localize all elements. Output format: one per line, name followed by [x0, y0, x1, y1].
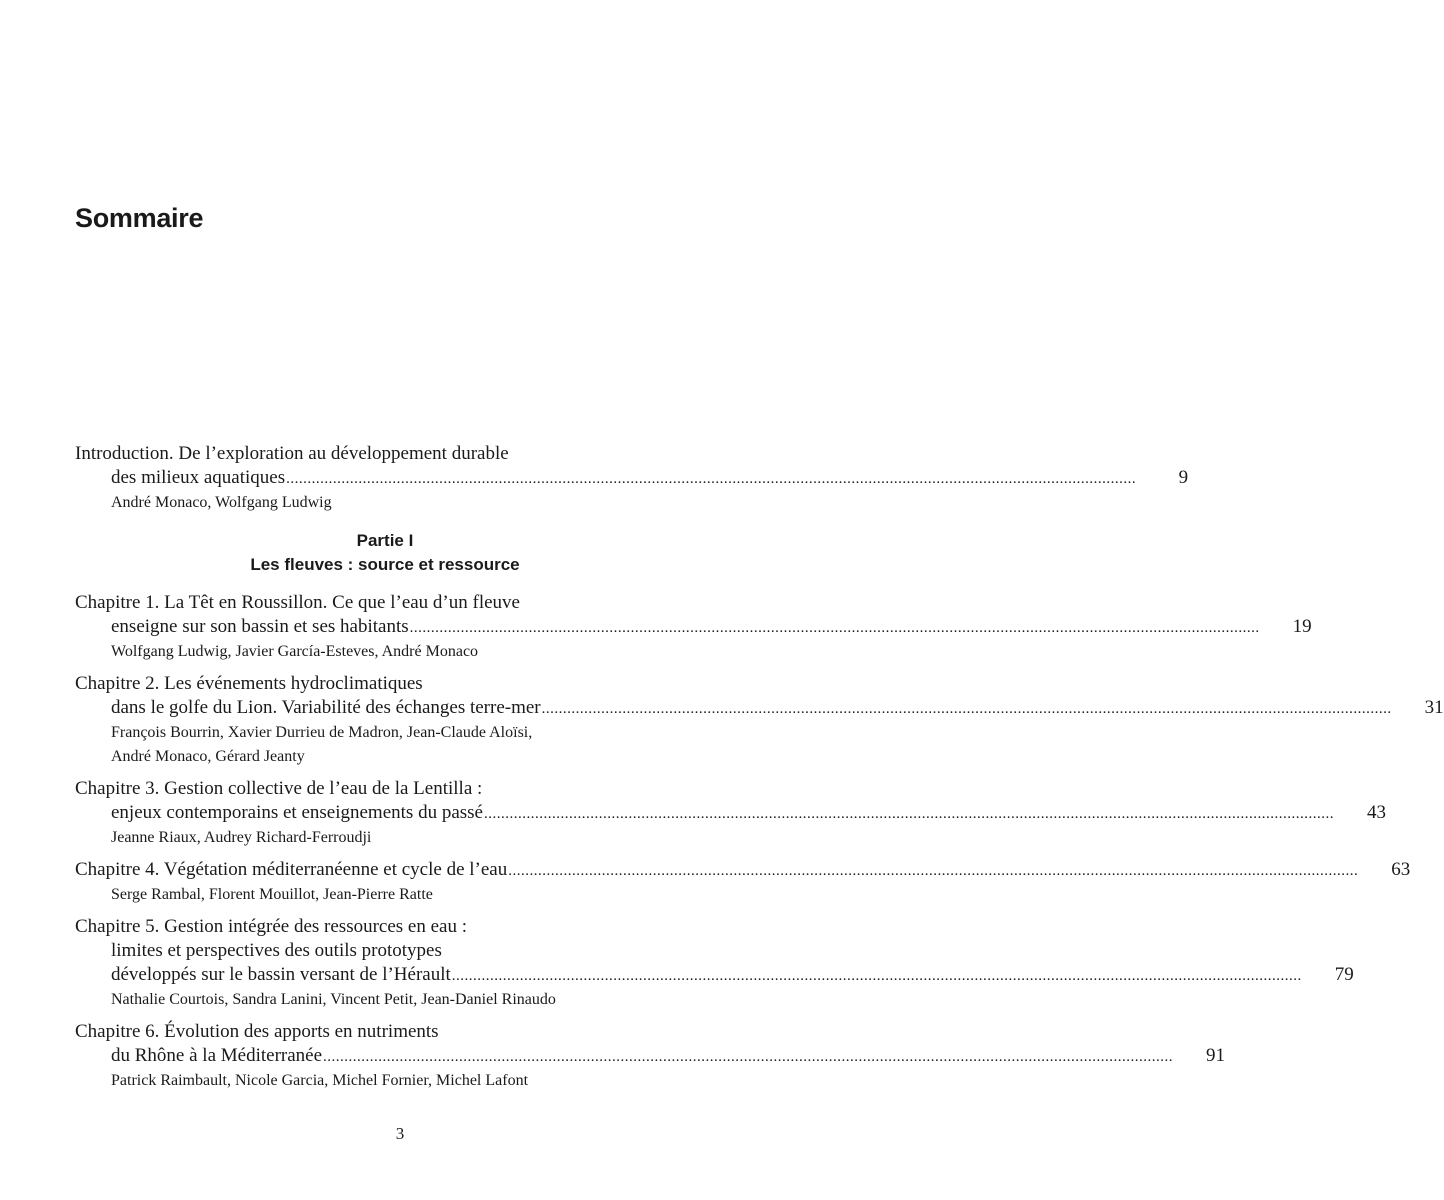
table-of-contents: [75, 442, 1444, 1093]
entry-title-line: limites et perspectives des outils prototypes: [111, 940, 442, 961]
entry-title-text: des milieux aquatiques: [111, 467, 286, 488]
entry-page-number: 31: [1424, 697, 1444, 718]
toc-entry-chapter-4: [75, 858, 1411, 907]
entry-spacer: [75, 850, 695, 858]
entry-title-last-line: [75, 1044, 1226, 1069]
entry-title-line: Chapitre 5. Gestion intégrée des ressources en eau :: [75, 916, 468, 937]
dot-leader: ........................................................................................................................................................................................................: [541, 701, 1392, 717]
entry-page-number: 43: [1366, 802, 1386, 823]
entry-title-text: Chapitre 4. Végétation méditerranéenne et cycle de l’eau: [75, 859, 508, 880]
entry-title-line: Introduction. De l’exploration au développement durable: [75, 443, 509, 464]
page-title: Sommaire: [75, 203, 204, 233]
toc-entry-introduction: [75, 442, 1189, 515]
dot-leader: ........................................................................................................................................................................................................: [483, 806, 1334, 822]
entry-title-line: Chapitre 1. La Têt en Roussillon. Ce que l’eau d’un fleuve: [75, 592, 520, 613]
entry-authors: Jeanne Riaux, Audrey Richard-Ferroudji: [111, 829, 372, 846]
part-label: Partie I: [356, 531, 414, 550]
entry-authors: Patrick Raimbault, Nicole Garcia, Michel Fornier, Michel Lafont: [111, 1072, 529, 1089]
entry-authors: Serge Rambal, Florent Mouillot, Jean-Pierre Ratte: [111, 886, 433, 903]
entry-title-last-line: [75, 696, 1444, 721]
entry-spacer: [75, 769, 695, 777]
entry-title-last-line: [75, 466, 1189, 491]
entry-page-number: 79: [1334, 964, 1354, 985]
entry-spacer: [75, 1012, 695, 1020]
entry-spacer: [75, 664, 695, 672]
entry-page-number: 19: [1292, 616, 1312, 637]
entry-title-text: développés sur le bassin versant de l’Hérault: [111, 964, 451, 985]
entry-title-line: Chapitre 6. Évolution des apports en nutriments: [75, 1021, 439, 1042]
dot-leader: ........................................................................................................................................................................................................: [508, 863, 1359, 879]
entry-authors: François Bourrin, Xavier Durrieu de Madron, Jean-Claude Aloïsi,: [111, 724, 533, 741]
toc-entry-chapter-5: [75, 915, 1354, 1012]
entry-title-last-line: [75, 858, 1411, 883]
toc-entry-chapter-2: [75, 672, 1444, 769]
toc-entry-chapter-6: [75, 1020, 1226, 1093]
toc-entry-chapter-3: [75, 777, 1386, 850]
entry-title-text: enjeux contemporains et enseignements du passé: [111, 802, 483, 823]
entry-title-last-line: [75, 615, 1312, 640]
toc-entry-chapter-1: [75, 591, 1312, 664]
entry-spacer: [75, 907, 695, 915]
entry-page-number: 63: [1391, 859, 1411, 880]
entry-title-text: du Rhône à la Méditerranée: [111, 1045, 323, 1066]
dot-leader: ........................................................................................................................................................................................................: [286, 471, 1137, 487]
entry-authors: André Monaco, Gérard Jeanty: [111, 748, 305, 765]
entry-title-line: Chapitre 2. Les événements hydroclimatiques: [75, 673, 423, 694]
footer-page-number: 3: [395, 1124, 405, 1143]
entry-page-number: 91: [1206, 1045, 1226, 1066]
dot-leader: ........................................................................................................................................................................................................: [451, 968, 1302, 984]
entry-title-last-line: [75, 801, 1386, 826]
chapter-list: [75, 591, 1444, 1093]
part-header: [75, 529, 695, 577]
entry-title-last-line: [75, 963, 1354, 988]
entry-title-line: Chapitre 3. Gestion collective de l’eau de la Lentilla :: [75, 778, 483, 799]
entry-page-number: 9: [1178, 467, 1189, 488]
dot-leader: ........................................................................................................................................................................................................: [409, 620, 1260, 636]
part-title: Les fleuves : source et ressource: [250, 555, 520, 574]
dot-leader: ........................................................................................................................................................................................................: [323, 1049, 1174, 1065]
entry-authors: André Monaco, Wolfgang Ludwig: [111, 494, 332, 511]
entry-authors: Wolfgang Ludwig, Javier García-Esteves, André Monaco: [111, 643, 479, 660]
entry-title-text: enseigne sur son bassin et ses habitants: [111, 616, 409, 637]
entry-authors: Nathalie Courtois, Sandra Lanini, Vincent Petit, Jean-Daniel Rinaudo: [111, 991, 556, 1008]
entry-title-text: dans le golfe du Lion. Variabilité des échanges terre-mer: [111, 697, 541, 718]
